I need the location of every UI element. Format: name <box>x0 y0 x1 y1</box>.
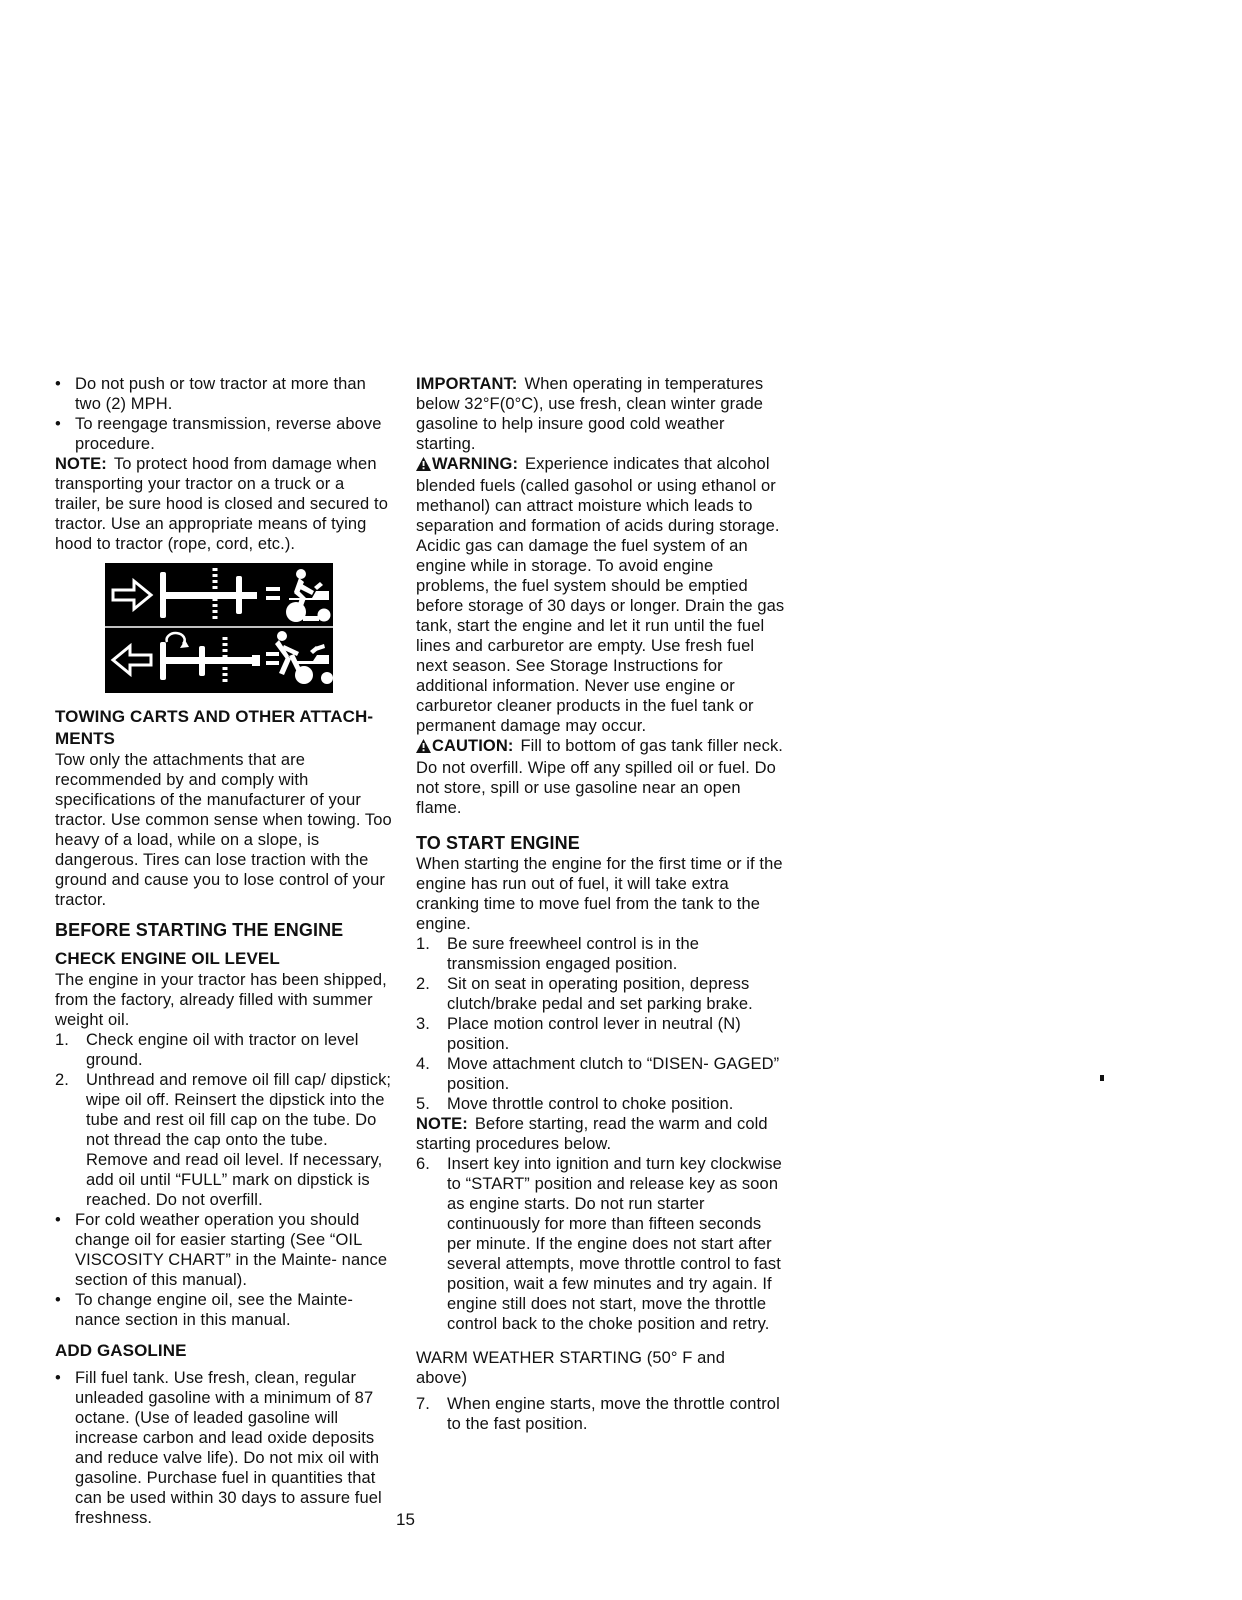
bullet-marker: • <box>55 1369 61 1387</box>
step-text: When engine starts, move the throttle control to the fast position. <box>447 1395 780 1433</box>
note-paragraph: NOTE: Before starting, read the warm and cold starting procedures below. <box>416 1115 768 1153</box>
list-item <box>416 974 788 1014</box>
bullet-text: To reengage transmission, reverse above procedure. <box>75 415 382 453</box>
warning-label: WARNING: <box>432 455 519 473</box>
list-item <box>55 1070 393 1210</box>
step-number: 1. <box>55 1031 69 1049</box>
note-label: NOTE: <box>55 455 107 473</box>
step-text: Unthread and remove oil fill cap/ dipstick; wipe oil off. Reinsert the dipstick into the tube and rest oil fill cap on the tube. Do not thread the cap onto the tube. Remove and read oil level. If necessary, add oil until “FULL” mark on dipstick is reached. Do not overfill. <box>86 1071 392 1209</box>
list-item <box>416 1094 788 1114</box>
list-item <box>416 1394 788 1434</box>
list-item <box>416 1154 788 1334</box>
bullet-text: Fill fuel tank. Use fresh, clean, regular unleaded gasoline with a minimum of 87 octane. (Use of leaded gasoline will increase carbon and lead oxide deposits and reduce valve life). Do not mix oil with gasoline. Purchase fuel in quantities that can be used within 30 days to assure fuel freshness. <box>75 1369 382 1527</box>
step-number: 3. <box>416 1015 430 1033</box>
step-text: Check engine oil with tractor on level ground. <box>86 1031 359 1069</box>
caution-label: CAUTION: <box>432 737 514 755</box>
step-number: 1. <box>416 935 430 953</box>
add-gasoline-heading: ADD GASOLINE <box>55 1341 187 1360</box>
step-text: Move throttle control to choke position. <box>447 1095 734 1113</box>
warning-triangle-icon <box>416 456 431 476</box>
bullet-marker: • <box>55 375 61 393</box>
start-paragraph: When starting the engine for the first time or if the engine has run out of fuel, it will take extra cranking time to move fuel from the tank to the engine. <box>416 855 783 933</box>
bullet-marker: • <box>55 1211 61 1229</box>
list-item <box>55 1030 393 1070</box>
important-paragraph: IMPORTANT: When operating in temperatures below 32°F(0°C), use fresh, clean winter grade gasoline to help insure good cold weather starting. <box>416 375 764 453</box>
step-number: 6. <box>416 1155 430 1173</box>
bullet-marker: • <box>55 415 61 433</box>
bullet-marker: • <box>55 1291 61 1309</box>
right-column <box>416 374 788 1434</box>
check-oil-paragraph: The engine in your tractor has been shipped, from the factory, already filled with summer weight oil. <box>55 971 387 1029</box>
to-start-engine-heading: TO START ENGINE <box>416 833 580 853</box>
step-text: Place motion control lever in neutral (N) position. <box>447 1015 741 1053</box>
list-item <box>55 374 393 414</box>
note-paragraph: NOTE: To protect hood from damage when transporting your tractor on a truck or a trailer, be sure hood is closed and secured to tractor. Use an appropriate means of tying hood to tractor (rope, cord, etc.). <box>55 455 388 553</box>
list-item <box>416 1014 788 1054</box>
warm-weather-heading: WARM WEATHER STARTING (50° F and above) <box>416 1349 725 1387</box>
list-item <box>55 1290 393 1330</box>
check-oil-heading: CHECK ENGINE OIL LEVEL <box>55 949 280 968</box>
list-item <box>416 934 788 974</box>
left-column <box>55 374 393 1528</box>
towing-figure <box>105 563 333 693</box>
important-label: IMPORTANT: <box>416 375 518 393</box>
list-item <box>55 414 393 454</box>
before-starting-heading: BEFORE STARTING THE ENGINE <box>55 920 344 940</box>
step-number: 5. <box>416 1095 430 1113</box>
step-text: Insert key into ignition and turn key clockwise to “START” position and release key as soon as engine starts. Do not run starter continuously for more than fifteen seconds per minute. If the engine does not start after several attempts, move throttle control to fast position, wait a few minutes and try again. If engine still does not start, move the throttle control back to the choke position and retry. <box>447 1155 782 1333</box>
list-item <box>55 1368 393 1528</box>
warning-paragraph: WARNING: Experience indicates that alcohol blended fuels (called gasohol or using ethanol or methanol) can attract moisture which leads to separation and formation of acids during storage. Acidic gas can damage the fuel system of an engine while in storage. To avoid engine problems, the fuel system should be emptied before storage of 30 days or longer. Drain the gas tank, start the engine and let it run until the fuel lines and carburetor are empty. Use fresh fuel next season. See Storage Instructions for additional information. Never use engine or carburetor cleaner products in the fuel tank or permanent damage may occur. <box>416 455 785 735</box>
bullet-text: Do not push or tow tractor at more than two (2) MPH. <box>75 375 366 413</box>
list-item <box>416 1054 788 1094</box>
bullet-text: To change engine oil, see the Mainte- nance section in this manual. <box>75 1291 353 1329</box>
note-label: NOTE: <box>416 1115 468 1133</box>
step-number: 2. <box>55 1071 69 1089</box>
towing-heading: TOWING CARTS AND OTHER ATTACH- MENTS <box>55 707 374 748</box>
towing-paragraph: Tow only the attachments that are recommended by and comply with specifications of the manufacturer of your tractor. Use common sense when towing. Too heavy of a load, while on a slope, is dangerous. Tires can lose traction with the ground and cause you to lose control of your tractor. <box>55 751 392 909</box>
caution-paragraph: CAUTION: Fill to bottom of gas tank filler neck. Do not overfill. Wipe off any spilled oil or fuel. Do not store, spill or use gasoline near an open flame. <box>416 737 783 817</box>
list-item <box>55 1210 393 1290</box>
step-number: 7. <box>416 1395 430 1413</box>
page-number: 15 <box>396 1510 415 1529</box>
bullet-text: For cold weather operation you should change oil for easier starting (See “OIL VISCOSITY CHART” in the Mainte- nance section of this manual). <box>75 1211 388 1289</box>
step-number: 4. <box>416 1055 430 1073</box>
scan-artifact-dot <box>1100 1075 1104 1081</box>
step-text: Sit on seat in operating position, depress clutch/brake pedal and set parking brake. <box>447 975 753 1013</box>
towing-figure-graphic <box>105 563 333 693</box>
step-number: 2. <box>416 975 430 993</box>
warning-triangle-icon <box>416 738 431 758</box>
step-text: Be sure freewheel control is in the transmission engaged position. <box>447 935 700 973</box>
step-text: Move attachment clutch to “DISEN- GAGED” position. <box>447 1055 780 1093</box>
